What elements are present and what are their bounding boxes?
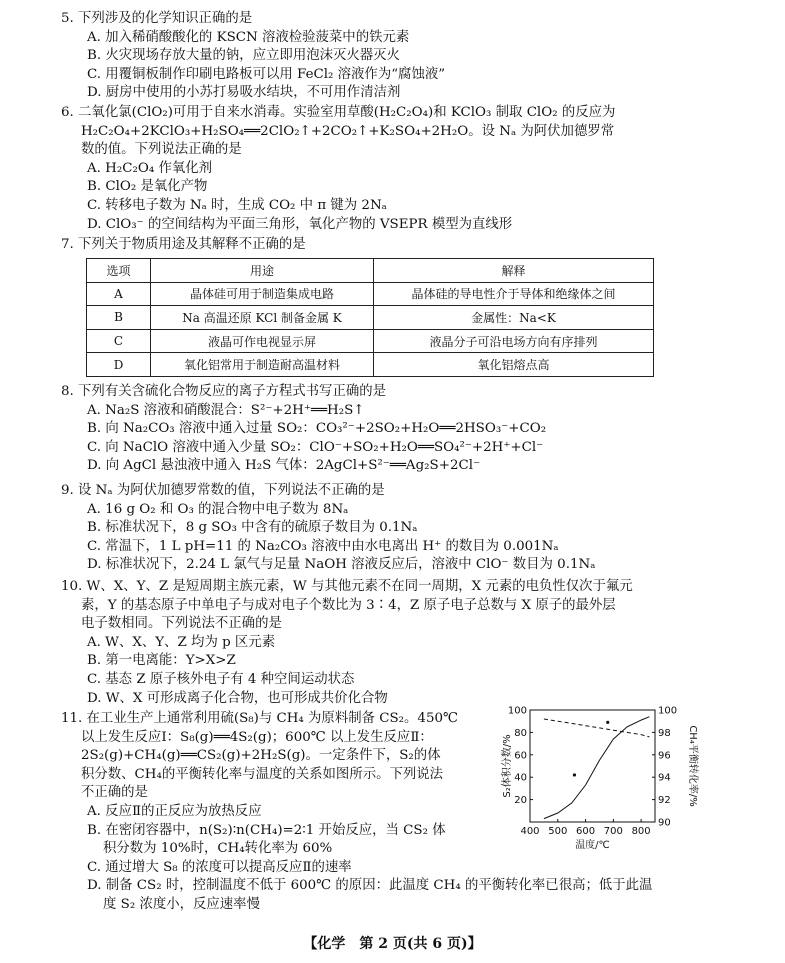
left-tick-label: 20 bbox=[514, 795, 527, 807]
table-header-option: 选项 bbox=[87, 259, 151, 283]
x-tick-label: 600 bbox=[576, 826, 596, 837]
table-row bbox=[87, 306, 654, 330]
s2-fraction-curve bbox=[544, 717, 650, 819]
q5-option-b: B. 火灾现场存放大量的钠，应立即用泡沫灭火器灭火 bbox=[87, 48, 400, 64]
q6-stem-line1: 6. 二氧化氯(ClO₂)可用于自来水消毒。实验室用草酸(H₂C₂O₄)和 KClO₃ 制取 ClO₂ 的反应为 bbox=[61, 105, 616, 120]
question-6 bbox=[61, 104, 745, 234]
right-tick-label: 100 bbox=[658, 705, 678, 717]
q8-option-a: A. Na₂S 溶液和硝酸混合：S²⁻+2H⁺══H₂S↑ bbox=[87, 402, 365, 418]
table-row bbox=[87, 282, 654, 306]
q8-option-b: B. 向 Na₂CO₃ 溶液中通入过量 SO₂：CO₃²⁻+2SO₂+H₂O══2HSO₃⁻+CO₂ bbox=[87, 421, 547, 437]
table-header-use: 用途 bbox=[151, 259, 374, 283]
q5-option-d: D. 厨房中使用的小苏打易吸水结块，不可用作清洁剂 bbox=[87, 85, 401, 101]
right-tick-label: 98 bbox=[658, 727, 671, 739]
table-header-row bbox=[87, 259, 654, 283]
right-tick-label: 96 bbox=[658, 750, 671, 762]
left-axis-label: S₂体积分数/% bbox=[502, 734, 513, 798]
q11-stem-line5: 不正确的是 bbox=[81, 785, 148, 801]
q7-table bbox=[86, 258, 654, 377]
question-9 bbox=[61, 482, 745, 575]
question-8 bbox=[61, 383, 745, 476]
q6-option-b: B. ClO₂ 是氧化产物 bbox=[87, 179, 208, 195]
q7-stem: 7. 下列关于物质用途及其解释不正确的是 bbox=[61, 237, 306, 252]
q6-option-a: A. H₂C₂O₄ 作氧化剂 bbox=[87, 160, 213, 176]
table-row bbox=[87, 329, 654, 353]
left-tick-label: 80 bbox=[514, 727, 527, 739]
q11-stem-line4: 积分数、CH₄的平衡转化率与温度的关系如图所示。下列说法 bbox=[81, 766, 444, 782]
question-7 bbox=[61, 236, 745, 255]
q10-option-b: B. 第一电离能：Y>X>Z bbox=[87, 653, 236, 669]
q10-option-c: C. 基态 Z 原子核外电子有 4 种空间运动状态 bbox=[87, 671, 355, 687]
q8-option-c: C. 向 NaClO 溶液中通入少量 SO₂：ClO⁻+SO₂+H₂O══SO₄²⁻+2H⁺+Cl⁻ bbox=[87, 439, 544, 455]
q10-stem-line2: 素，Y 的基态原子中单电子与成对电子个数比为 3∶4，Z 原子电子总数与 X 原子的最外层 bbox=[81, 597, 616, 613]
q8-option-d: D. 向 AgCl 悬浊液中通入 H₂S 气体：2AgCl+S²⁻══Ag₂S+2Cl⁻ bbox=[87, 458, 481, 474]
x-tick-label: 800 bbox=[631, 826, 651, 837]
q10-option-d: D. W、X 可形成离子化合物，也可形成共价化合物 bbox=[87, 690, 388, 706]
page-footer: 【化学 第 2 页(共 6 页)】 bbox=[303, 936, 482, 952]
table-cell-use: 晶体硅可用于制造集成电路 bbox=[151, 282, 374, 306]
x-tick-label: 500 bbox=[548, 826, 568, 837]
table-cell-option: C bbox=[87, 329, 151, 353]
q11-option-d-line2: 度 S₂ 浓度小，反应速率慢 bbox=[103, 896, 260, 912]
q11-stem-line2: 以上发生反应Ⅰ：S₈(g)══4S₂(g)；600℃ 以上发生反应Ⅱ： bbox=[81, 729, 433, 745]
q10-stem-line3: 电子数相同。下列说法不正确的是 bbox=[81, 616, 282, 632]
q9-option-c: C. 常温下，1 L pH=11 的 Na₂CO₃ 溶液中由水电离出 H⁺ 的数目为 0.001Nₐ bbox=[87, 538, 559, 554]
x-tick-label: 700 bbox=[603, 826, 623, 837]
q11-option-b-line1: B. 在密闭容器中，n(S₂)∶n(CH₄)=2∶1 开始反应，当 CS₂ 体 bbox=[87, 822, 446, 838]
q10-option-a: A. W、X、Y、Z 均为 p 区元素 bbox=[87, 634, 276, 650]
q11-option-d-line1: D. 制备 CS₂ 时，控制温度不低于 600℃ 的原因：此温度 CH₄ 的平衡转化率已很高；低于此温 bbox=[87, 878, 653, 894]
right-axis-label: CH₄平衡转化率/% bbox=[687, 725, 698, 807]
q11-option-a: A. 反应Ⅱ的正反应为放热反应 bbox=[87, 803, 262, 819]
q6-stem-line3: 数的值。下列说法正确的是 bbox=[81, 142, 242, 158]
table-row bbox=[87, 353, 654, 377]
q9-stem: 9. 设 Nₐ 为阿伏加德罗常数的值，下列说法不正确的是 bbox=[61, 483, 385, 498]
left-tick-label: 40 bbox=[514, 772, 527, 784]
table-cell-option: B bbox=[87, 306, 151, 330]
q6-stem-line2: H₂C₂O₄+2KClO₃+H₂SO₄══2ClO₂↑+2CO₂↑+K₂SO₄+2H₂O。设 Nₐ 为阿伏加德罗常 bbox=[81, 123, 615, 139]
right-axis-ticks bbox=[652, 706, 677, 829]
q5-stem: 5. 下列涉及的化学知识正确的是 bbox=[61, 11, 253, 26]
right-tick-label: 92 bbox=[658, 795, 671, 807]
x-tick-label: 400 bbox=[520, 826, 540, 837]
q11-option-b-line2: 积分数为 10%时，CH₄转化率为 60% bbox=[103, 841, 333, 857]
table-cell-use: 氧化铝常用于制造耐高温材料 bbox=[151, 353, 374, 377]
x-axis-label: 温度/℃ bbox=[575, 840, 610, 851]
q11-chart bbox=[500, 702, 700, 860]
data-point bbox=[606, 721, 609, 724]
table-cell-use: Na 高温还原 KCl 制备金属 K bbox=[151, 306, 374, 330]
table-header-explanation: 解释 bbox=[374, 259, 654, 283]
q6-option-d: D. ClO₃⁻ 的空间结构为平面三角形，氧化产物的 VSEPR 模型为直线形 bbox=[87, 216, 513, 232]
q11-stem-line1: 11. 在工业生产上通常利用硫(S₈)与 CH₄ 为原料制备 CS₂。450℃ bbox=[61, 711, 458, 726]
table-cell-explanation: 液晶分子可沿电场方向有序排列 bbox=[374, 329, 654, 353]
table-cell-option: D bbox=[87, 353, 151, 377]
right-tick-label: 94 bbox=[658, 772, 671, 784]
table-cell-explanation: 晶体硅的导电性介于导体和绝缘体之间 bbox=[374, 282, 654, 306]
q8-stem: 8. 下列有关含硫化合物反应的离子方程式书写正确的是 bbox=[61, 384, 387, 399]
ch4-conversion-line bbox=[544, 719, 650, 737]
q5-option-c: C. 用覆铜板制作印刷电路板可以用 FeCl₂ 溶液作为“腐蚀液” bbox=[87, 66, 446, 82]
q11-stem-line3: 2S₂(g)+CH₄(g)══CS₂(g)+2H₂S(g)。一定条件下，S₂的体 bbox=[81, 748, 441, 764]
left-tick-label: 60 bbox=[514, 750, 527, 762]
table-cell-use: 液晶可作电视显示屏 bbox=[151, 329, 374, 353]
q9-option-a: A. 16 g O₂ 和 O₃ 的混合物中电子数为 8Nₐ bbox=[87, 501, 349, 517]
q11-option-c: C. 通过增大 S₈ 的浓度可以提高反应Ⅱ的速率 bbox=[87, 859, 352, 875]
chart-series bbox=[544, 717, 650, 819]
question-5 bbox=[61, 10, 745, 103]
q6-option-c: C. 转移电子数为 Nₐ 时，生成 CO₂ 中 π 键为 2Nₐ bbox=[87, 197, 387, 213]
q9-option-b: B. 标准状况下，8 g SO₃ 中含有的硫原子数目为 0.1Nₐ bbox=[87, 520, 418, 536]
data-point bbox=[573, 773, 576, 776]
q9-option-d: D. 标准状况下，2.24 L 氯气与足量 NaOH 溶液反应后，溶液中 ClO⁻ 数目为 0.1Nₐ bbox=[87, 557, 596, 573]
table-cell-option: A bbox=[87, 282, 151, 306]
right-tick-label: 90 bbox=[658, 817, 671, 829]
question-10 bbox=[61, 578, 745, 708]
table-cell-explanation: 氧化铝熔点高 bbox=[374, 353, 654, 377]
q10-stem-line1: 10. W、X、Y、Z 是短周期主族元素，W 与其他元素不在同一周期，X 元素的电负性仅次于氟元 bbox=[61, 579, 633, 594]
left-tick-label: 100 bbox=[507, 705, 527, 717]
table-cell-explanation: 金属性：Na<K bbox=[374, 306, 654, 330]
q5-option-a: A. 加入稀硝酸酸化的 KSCN 溶液检验菠菜中的铁元素 bbox=[87, 29, 410, 45]
